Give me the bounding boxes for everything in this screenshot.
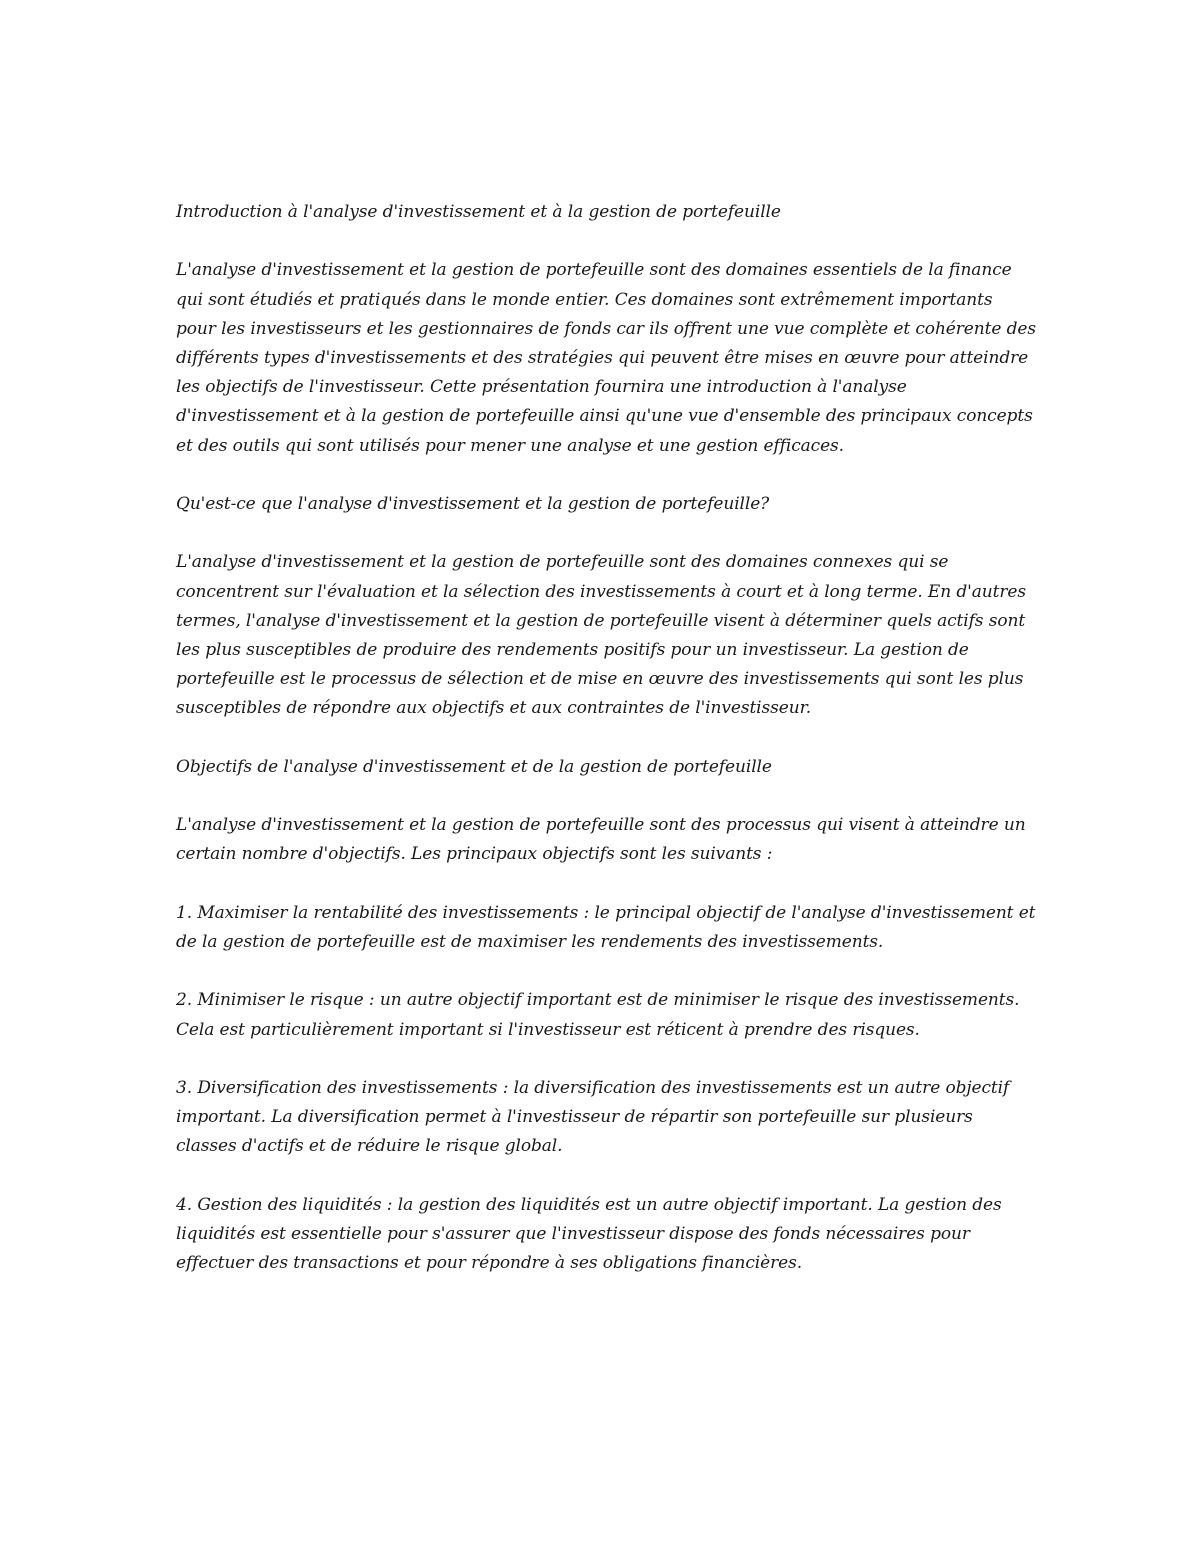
objective-item-1: 1. Maximiser la rentabilité des investissements : le principal objectif de l'analyse d'investissement et de la gestion de portefeuille est de maximiser les rendements des investissements. (176, 902, 1036, 952)
document-page (176, 198, 1036, 1278)
objectives-paragraph: L'analyse d'investissement et la gestion de portefeuille sont des processus qui visent à atteindre un certain nombre d'objectifs. Les principaux objectifs sont les suivants : (176, 815, 1026, 865)
document-title: Introduction à l'analyse d'investissement et à la gestion de portefeuille (176, 202, 781, 222)
definition-paragraph: L'analyse d'investissement et la gestion de portefeuille sont des domaines connexes qui se concentrent sur l'évaluation et la sélection des investissements à court et à long terme. En d'autres termes, l'analyse d'investissement et la gestion de portefeuille visent à déterminer quels actifs sont les plus susceptibles de produire des rendements positifs pour un investisseur. La gestion de portefeuille est le processus de sélection et de mise en œuvre des investissements qui sont les plus susceptibles de répondre aux objectifs et aux contraintes de l'investisseur. (176, 552, 1026, 719)
objective-item-3: 3. Diversification des investissements : la diversification des investissements est un autre objectif important. La diversification permet à l'investisseur de répartir son portefeuille sur plusieurs classes d'actifs et de réduire le risque global. (176, 1077, 1010, 1157)
section-heading-objectives: Objectifs de l'analyse d'investissement et de la gestion de portefeuille (176, 756, 772, 777)
objective-item-2: 2. Minimiser le risque : un autre objectif important est de minimiser le risque des investissements. Cela est particulièrement important si l'investisseur est réticent à prendre des risques. (176, 990, 1020, 1040)
section-heading-definition: Qu'est-ce que l'analyse d'investissement et la gestion de portefeuille? (176, 494, 770, 514)
objective-item-4: 4. Gestion des liquidités : la gestion des liquidités est un autre objectif important. La gestion des liquidités est essentielle pour s'assurer que l'investisseur dispose des fonds nécessaires pour effectuer des transactions et pour répondre à ses obligations financières. (176, 1194, 1002, 1274)
intro-paragraph: L'analyse d'investissement et la gestion de portefeuille sont des domaines essentiels de la finance qui sont étudiés et pratiqués dans le monde entier. Ces domaines sont extrêmement importants pour les investisseurs et les gestionnaires de fonds car ils offrent une vue complète et cohérente des différents types d'investissements et des stratégies qui peuvent être mises en œuvre pour atteindre les objectifs de l'investisseur. Cette présentation fournira une introduction à l'analyse d'investissement et à la gestion de portefeuille ainsi qu'une vue d'ensemble des principaux concepts et des outils qui sont utilisés pour mener une analyse et une gestion efficaces. (176, 260, 1036, 456)
